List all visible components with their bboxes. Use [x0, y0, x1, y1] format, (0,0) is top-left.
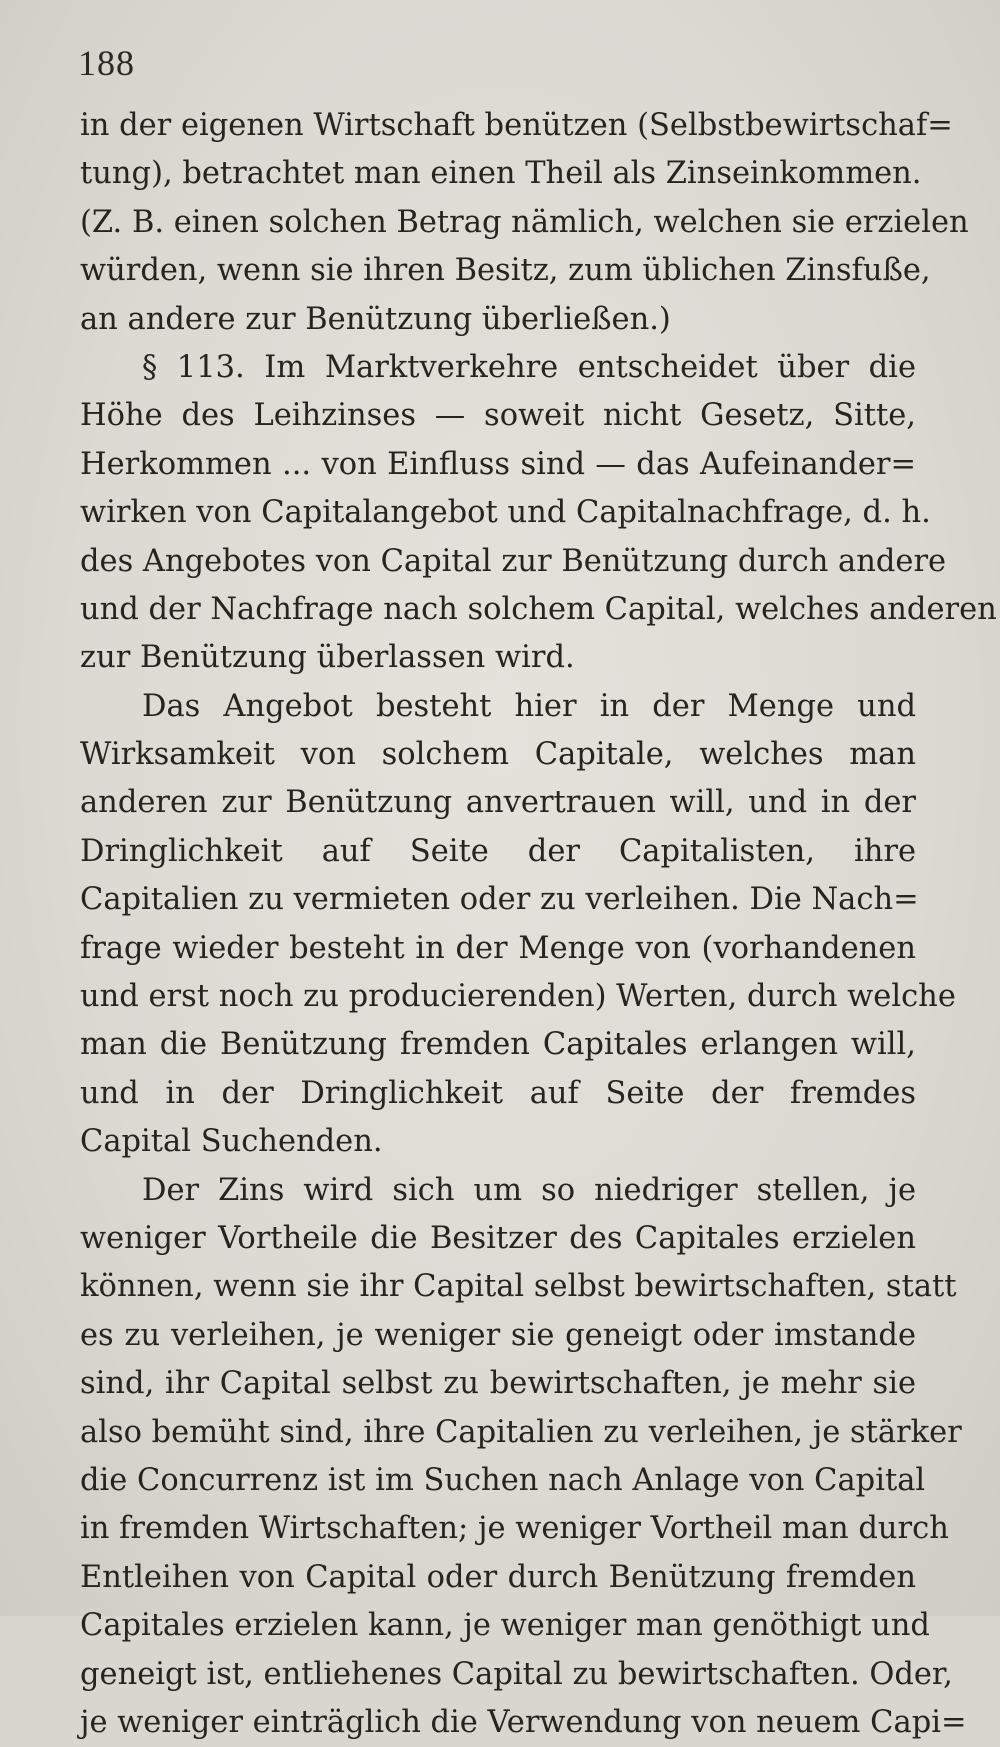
text-line: und erst noch zu producierenden) Werten, durch welche: [80, 979, 956, 1015]
text-line: Capital Suchenden.: [80, 1124, 383, 1160]
text-line: Herkommen ... von Einfluss sind — das Aufeinander=: [80, 446, 916, 482]
text-line: Höhe des Leihzinses — soweit nicht Gesetz, Sitte,: [80, 398, 916, 434]
text-line: sind, ihr Capital selbst zu bewirtschaften, je mehr sie: [80, 1366, 916, 1402]
text-line: würden, wenn sie ihren Besitz, zum üblichen Zinsfuße,: [80, 253, 931, 289]
text-line: geneigt ist, entliehenes Capital zu bewirtschaften. Oder,: [80, 1656, 953, 1692]
text-line: (Z. B. einen solchen Betrag nämlich, welchen sie erzielen: [80, 204, 969, 240]
text-line: weniger Vortheile die Besitzer des Capitales erzielen: [80, 1220, 916, 1256]
text-line: in der eigenen Wirtschaft benützen (Selbstbewirtschaf=: [80, 108, 953, 143]
text-line: zur Benützung überlassen wird.: [80, 640, 575, 676]
text-line: können, wenn sie ihr Capital selbst bewirtschaften, statt: [80, 1269, 957, 1305]
text-line: an andere zur Benützung überließen.): [80, 301, 671, 337]
text-line: Wirksamkeit von solchem Capitale, welches man: [80, 737, 916, 773]
page-number: 188: [78, 43, 135, 83]
text-line: Capitales erzielen kann, je weniger man genöthigt und: [80, 1608, 930, 1644]
text-line: tung), betrachtet man einen Theil als Zinseinkommen.: [80, 156, 922, 192]
paragraph-start-line: Der Zins wird sich um so niedriger stellen, je: [142, 1172, 916, 1208]
text-line: und der Nachfrage nach solchem Capital, welches anderen: [80, 591, 997, 627]
text-line: frage wieder besteht in der Menge von (vorhandenen: [80, 930, 916, 966]
text-line: die Concurrenz ist im Suchen nach Anlage von Capital: [80, 1462, 926, 1498]
text-line: man die Benützung fremden Capitales erlangen will,: [80, 1027, 916, 1063]
text-line: Capitalien zu vermieten oder zu verleihen. Die Nach=: [80, 882, 919, 918]
text-line: des Angebotes von Capital zur Benützung durch andere: [80, 543, 947, 579]
text-line: und in der Dringlichkeit auf Seite der fremdes: [80, 1075, 916, 1111]
section-heading-line: § 113. Im Marktverkehre entscheidet über die: [142, 349, 916, 385]
text-line: Entleihen von Capital oder durch Benützung fremden: [80, 1559, 916, 1595]
text-line: anderen zur Benützung anvertrauen will, und in der: [80, 785, 916, 821]
text-line: wirken von Capitalangebot und Capitalnachfrage, d. h.: [80, 495, 931, 531]
text-line: in fremden Wirtschaften; je weniger Vortheil man durch: [80, 1511, 949, 1547]
text-line: je weniger einträglich die Verwendung von neuem Capi=: [80, 1704, 967, 1740]
text-line: Dringlichkeit auf Seite der Capitalisten, ihre: [80, 833, 916, 869]
body-text: [80, 102, 997, 1747]
text-line: also bemüht sind, ihre Capitalien zu verleihen, je stärker: [80, 1414, 962, 1450]
paragraph-start-line: Das Angebot besteht hier in der Menge und: [142, 688, 916, 724]
text-line: es zu verleihen, je weniger sie geneigt oder imstande: [80, 1317, 916, 1353]
